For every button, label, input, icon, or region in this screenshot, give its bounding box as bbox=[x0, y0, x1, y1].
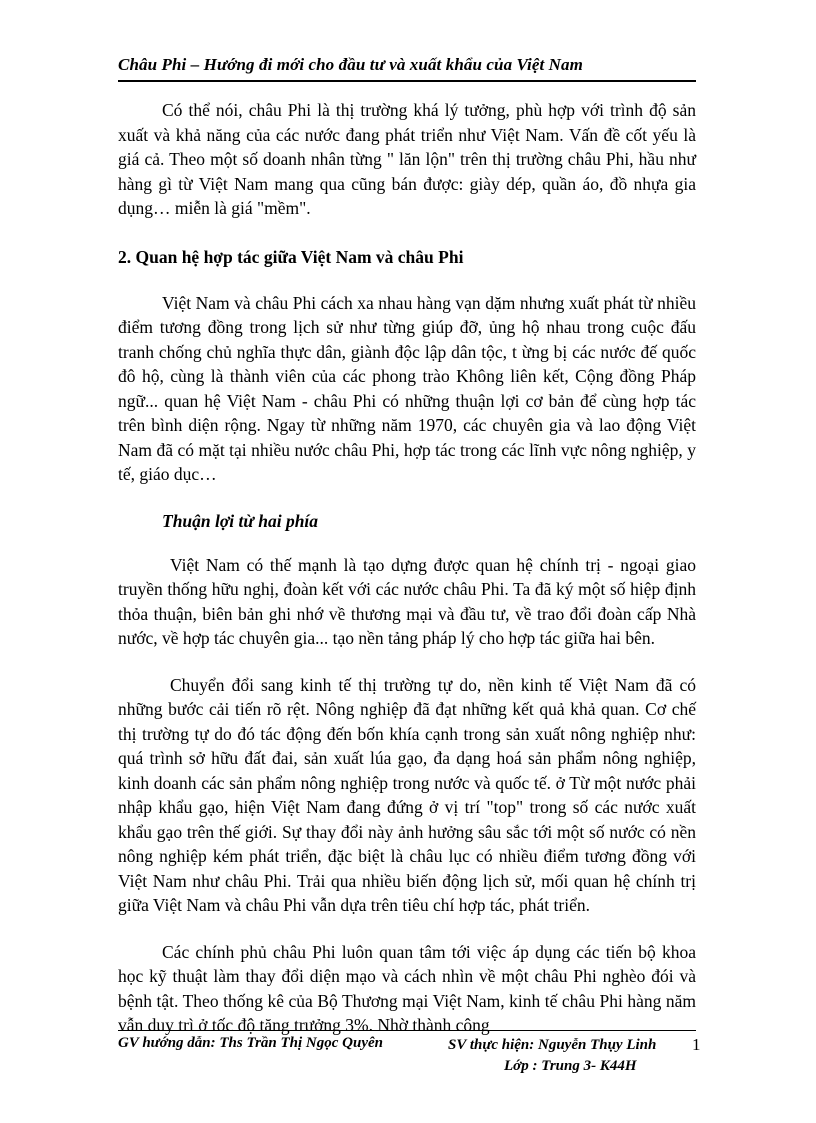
paragraph-market-economy: Chuyển đổi sang kinh tế thị trường tự do, nền kinh tế Việt Nam đã có những bước cải tiến rõ rệt. Nông nghiệp đã đạt những kết quả khả quan. Cơ chế thị trường tự do đó tác động đến bốn khía cạnh trong sản xuất nông nghiệp như: quá trình sở hữu đất đai, sản xuất lúa gạo, đa dạng hoá sản phẩm nông nghiệp, kinh doanh các sản phẩm nông nghiệp trong nước và quốc tế. ở Từ một nước phải nhập khẩu gạo, hiện Việt Nam đang đứng ở vị trí "top" trong số các nước xuất khẩu gạo trên thế giới. Sự thay đổi này ảnh hưởng sâu sắc tới một số nước có nền nông nghiệp kém phát triển, đặc biệt là châu lục có nhiều điểm tương đồng với Việt Nam như châu Phi. Trải qua nhiều biến động lịch sử, mối quan hệ chính trị giữa Việt Nam và châu Phi vẫn dựa trên tiêu chí hợp tác, phát triển. bbox=[118, 674, 696, 915]
paragraph-political-ties: Việt Nam có thế mạnh là tạo dựng được quan hệ chính trị - ngoại giao truyền thống hữu nghị, đoàn kết với các nước châu Phi. Ta đã ký một số hiệp định thỏa thuận, biên bản ghi nhớ về thương mại và đầu tư, về trao đổi đoàn cấp Nhà nước, về hợp tác chuyên gia... tạo nền tảng pháp lý cho hợp tác giữa hai bên. bbox=[118, 554, 696, 648]
subheading-advantages: Thuận lợi từ hai phía bbox=[162, 510, 319, 531]
page-header bbox=[118, 50, 696, 82]
student-info bbox=[448, 1035, 656, 1077]
document-body bbox=[118, 98, 696, 1038]
page-number: 1 bbox=[692, 1035, 701, 1054]
paragraph-african-governments: Các chính phủ châu Phi luôn quan tâm tới việc áp dụng các tiến bộ khoa học kỹ thuật làm thay đổi diện mạo và cách nhìn về một châu Phi nghèo đói và bệnh tật. Theo thống kê của Bộ Thương mại Việt Nam, kinh tế châu Phi hàng năm vẫn duy trì ở tốc độ tăng trưởng 3%. Nhờ thành công bbox=[118, 941, 696, 1035]
section-heading-2: 2. Quan hệ hợp tác giữa Việt Nam và châu Phi bbox=[118, 246, 464, 267]
document-title: Châu Phi – Hướng đi mới cho đầu tư và xuất khẩu của Việt Nam bbox=[118, 55, 583, 74]
paragraph-relations: Việt Nam và châu Phi cách xa nhau hàng vạn dặm nhưng xuất phát từ nhiều điểm tương đồng trong lịch sử như từng giúp đỡ, ủng hộ nhau trong cuộc đấu tranh chống chủ nghĩa thực dân, giành độc lập dân tộc, t ừng bị các nước đế quốc đô hộ, cùng là thành viên của các phong trào Không liên kết, Cộng đồng Pháp ngữ... quan hệ Việt Nam - châu Phi có những thuận lợi cơ bản để cùng hợp tác trên bình diện rộng. Ngay từ những năm 1970, các chuyên gia và lao động Việt Nam đã có mặt tại nhiều nước châu Phi, hợp tác trong các lĩnh vực nông nghiệp, y tế, giáo dục… bbox=[118, 292, 696, 484]
page-footer bbox=[118, 1030, 701, 1074]
class-name: Lớp : Trung 3- K44H bbox=[504, 1058, 637, 1074]
advisor-name: GV hướng dẫn: Ths Trần Thị Ngọc Quyên bbox=[118, 1035, 383, 1051]
student-name: SV thực hiện: Nguyễn Thụy Linh bbox=[448, 1037, 657, 1053]
paragraph-intro: Có thể nói, châu Phi là thị trường khá lý tưởng, phù hợp với trình độ sản xuất và khả năng của các nước đang phát triển như Việt Nam. Vấn đề cốt yếu là giá cả. Theo một số doanh nhân từng " lăn lộn" trên thị trường châu Phi, hầu như hàng gì từ Việt Nam mang qua cũng bán được: giày dép, quần áo, đồ nhựa gia dụng… miễn là giá "mềm". bbox=[118, 100, 696, 218]
